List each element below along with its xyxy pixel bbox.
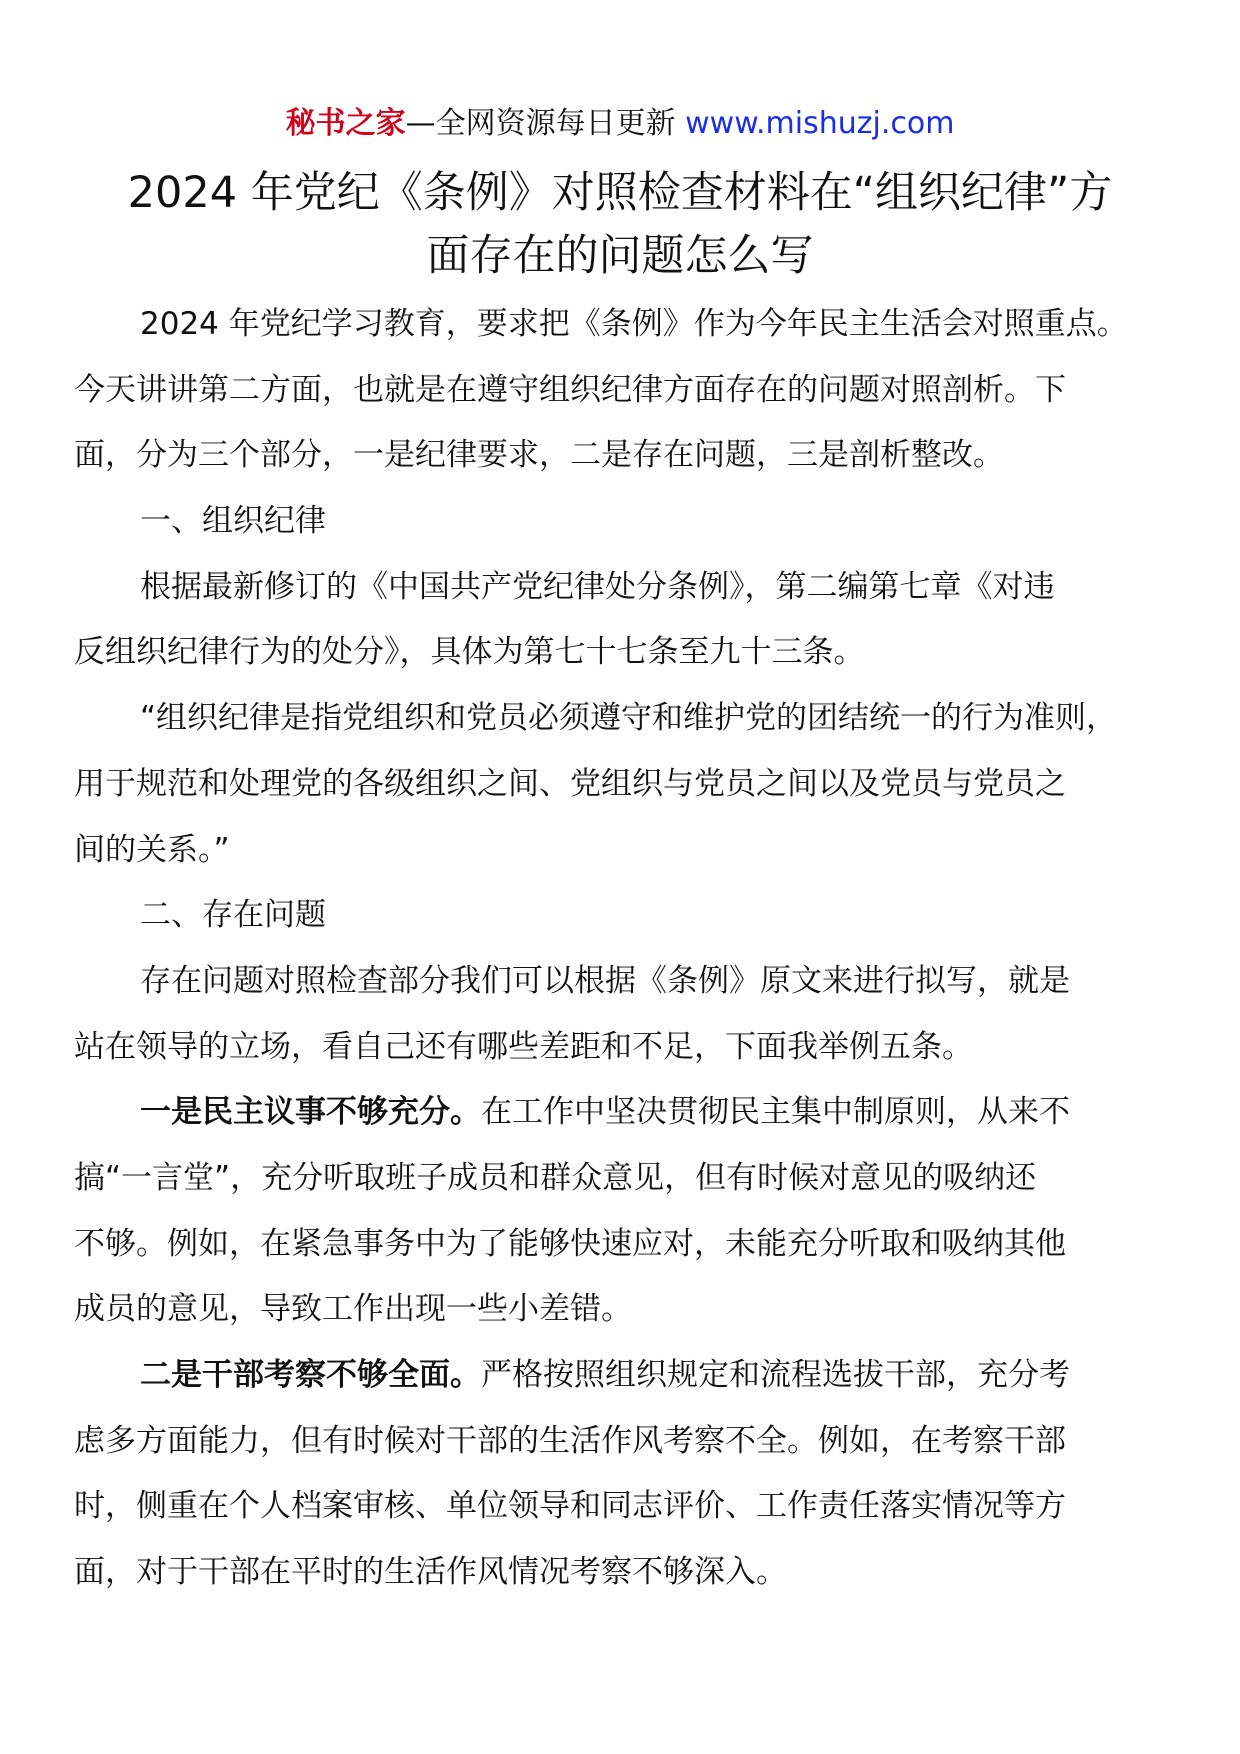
intro-line-3: 面，分为三个部分，一是纪律要求，二是存在问题，三是剖析整改。 <box>74 437 1004 474</box>
document-title <box>70 162 1170 288</box>
brand-name: 秘书之家 <box>285 106 406 141</box>
item2-first-line-text: 严格按照组织规定和流程选拔干部，充分考 <box>481 1357 1070 1393</box>
intro-line-2: 今天讲讲第二方面，也就是在遵守组织纪律方面存在的问题对照剖析。下 <box>74 371 1066 408</box>
item2-line-3: 时，侧重在个人档案审核、单位领导和同志评价、工作责任落实情况等方 <box>74 1488 1066 1525</box>
item2-line-2: 虑多方面能力，但有时候对干部的生活作风考察不全。例如，在考察干部 <box>74 1422 1066 1459</box>
item2-heading: 二是干部考察不够全面。 <box>140 1357 481 1393</box>
header-tagline: —全网资源每日更新 <box>405 106 686 141</box>
section1-quote-line-3: 间的关系。” <box>74 831 230 868</box>
item2-line-1 <box>74 1343 1174 1409</box>
section-heading-1: 一、组织纪律 <box>140 503 326 540</box>
section1-quote-line-1: “组织纪律是指党组织和党员必须遵守和维护党的团结统一的行为准则， <box>140 700 1118 737</box>
intro-line-1: 2024 年党纪学习教育，要求把《条例》作为今年民主生活会对照重点。 <box>140 306 1128 342</box>
item1-first-line-text: 在工作中坚决贯彻民主集中制原则，从来不 <box>481 1094 1070 1131</box>
section2-p1-line-1: 存在问题对照检查部分我们可以根据《条例》原文来进行拟写，就是 <box>140 962 1070 999</box>
section1-quote-line-2: 用于规范和处理党的各级组织之间、党组织与党员之间以及党员与党员之 <box>74 765 1066 802</box>
item1-line-3: 不够。例如，在紧急事务中为了能够快速应对，未能充分听取和吸纳其他 <box>74 1225 1066 1262</box>
item1-heading: 一是民主议事不够充分。 <box>140 1094 481 1131</box>
item1-line-1 <box>74 1080 1174 1146</box>
section-heading-2: 二、存在问题 <box>140 897 326 934</box>
section1-p1-line-1: 根据最新修订的《中国共产党纪律处分条例》，第二编第七章《对违 <box>140 568 1055 605</box>
item1-line-4: 成员的意见，导致工作出现一些小差错。 <box>74 1291 632 1328</box>
document-body <box>74 292 1174 1606</box>
section1-p1-line-2: 反组织纪律行为的处分》，具体为第七十七条至九十三条。 <box>74 634 865 671</box>
item1-line-2: 搞“一言堂”，充分听取班子成员和群众意见，但有时候对意见的吸纳还 <box>74 1159 1037 1196</box>
header-url-link[interactable]: www.mishuzj.com <box>685 106 955 141</box>
title-line-1: 2024 年党纪《条例》对照检查材料在“组织纪律”方 <box>127 168 1113 218</box>
section2-p1-line-2: 站在领导的立场，看自己还有哪些差距和不足，下面我举例五条。 <box>74 1028 973 1065</box>
title-line-2: 面存在的问题怎么写 <box>426 231 814 281</box>
site-header <box>0 104 1240 144</box>
item2-line-4: 面，对于干部在平时的生活作风情况考察不够深入。 <box>74 1554 787 1591</box>
